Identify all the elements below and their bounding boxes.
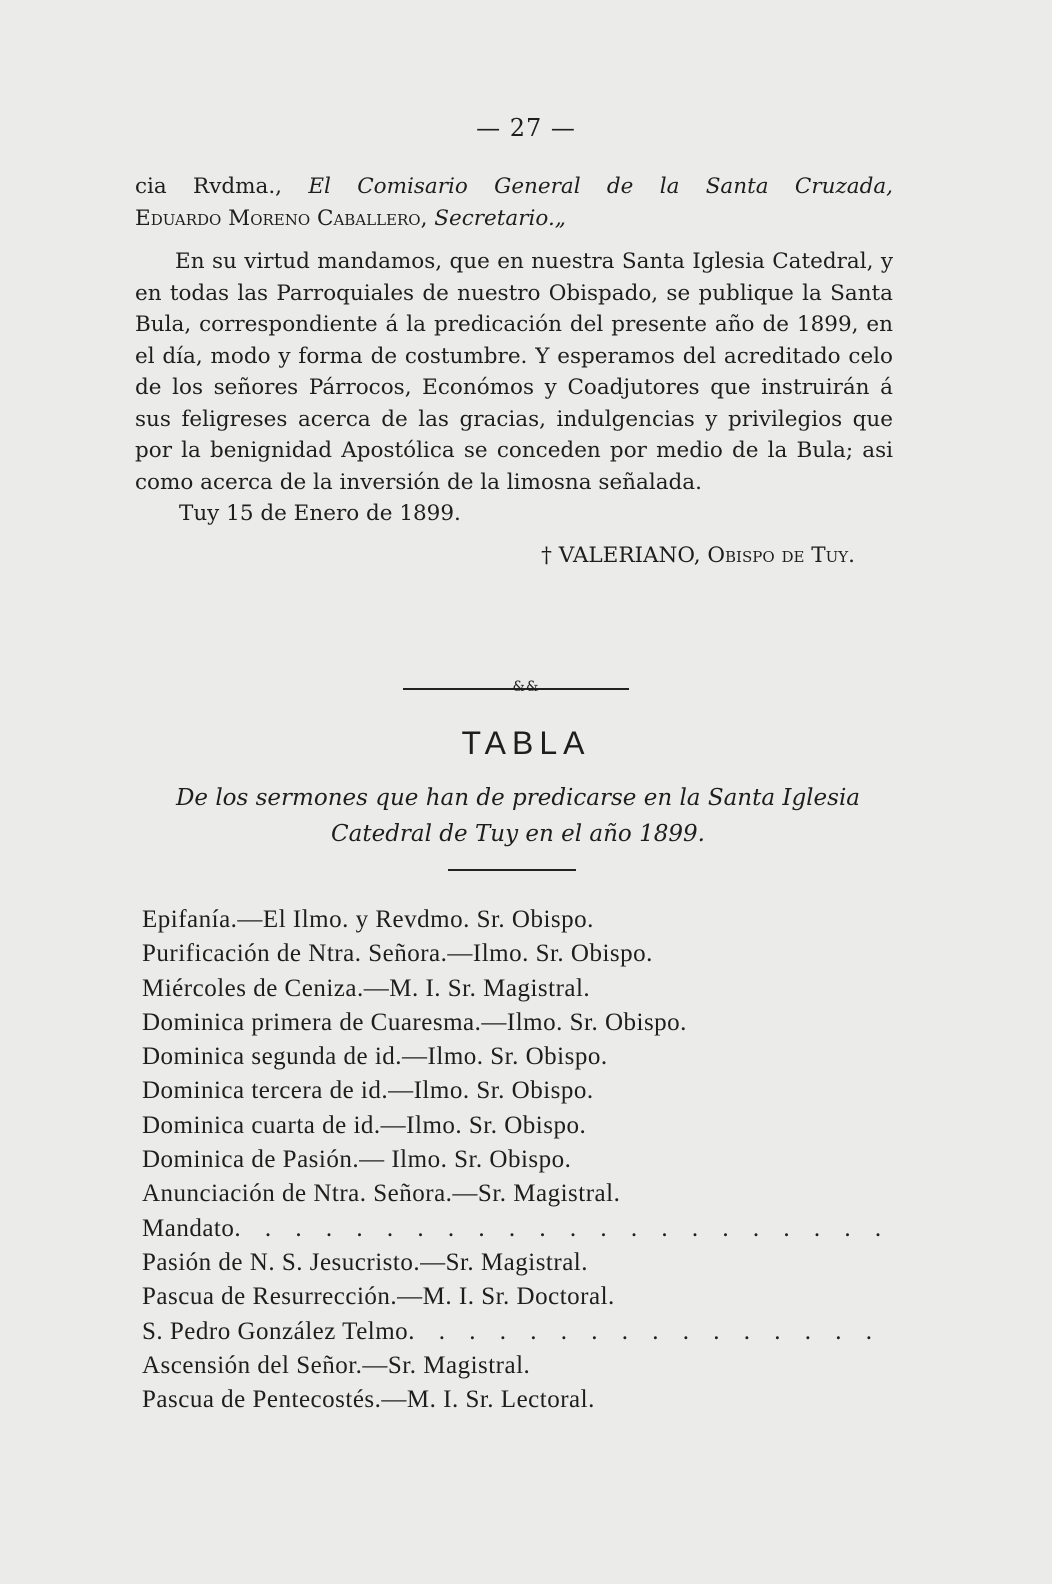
- mandate-paragraph: En su virtud mandamos, que en nuestra Santa Iglesia Catedral, y en todas las Parroquiales de nuestro Obispado, se publique la Santa Bula, correspondiente á la predicación del presente año de 1899, en el día, modo y forma de costumbre. Y esperamos del acreditado celo de los señores Párrocos, Económos y Coadjutores que instruirán á sus feligreses acerca de las gracias, indulgencias y privilegios que por la benignidad Apostólica se conceden por medio de la Bula; asi como acerca de la inversión de la limosna señalada.: [135, 249, 893, 495]
- section-subheading: De los sermones que han de predicarse en la Santa Iglesia Catedral de Tuy en el año 1899.: [175, 785, 861, 847]
- section-heading: TABLA: [461, 725, 591, 761]
- closing-line-2: [135, 203, 893, 235]
- list-item: Anunciación de Ntra. Señora.—Sr. Magistral.: [142, 1180, 621, 1208]
- list-item: S. Pedro González Telmo. . . . . . . . . . . . . . . .: [142, 1317, 881, 1345]
- bishop-signature: [135, 540, 893, 572]
- list-item: Ascensión del Señor.—Sr. Magistral.: [142, 1351, 531, 1379]
- short-divider: [448, 869, 576, 871]
- list-item: Pasión de N. S. Jesucristo.—Sr. Magistral.: [142, 1248, 588, 1276]
- secretary-role: Secretario.„: [434, 205, 566, 231]
- sermon-list: [142, 903, 912, 1417]
- list-item: Epifanía.—El Ilmo. y Revdmo. Sr. Obispo.: [142, 906, 594, 933]
- list-item: Dominica de Pasión.— Ilmo. Sr. Obispo.: [142, 1146, 572, 1174]
- leader-dots: . . . . . . . . . . . . . . . .: [408, 1317, 881, 1345]
- list-item: Purificación de Ntra. Señora.—Ilmo. Sr. Obispo.: [142, 940, 653, 968]
- date-line: Tuy 15 de Enero de 1899.: [179, 501, 461, 526]
- leader-dots: . . . . . . . . . . . . . . . . . . . . . .: [234, 1214, 891, 1242]
- page-number: — 27 —: [476, 114, 576, 142]
- list-item: Mandato. . . . . . . . . . . . . . . . . . . . . .: [142, 1214, 891, 1242]
- decree-text: [135, 171, 893, 571]
- bishop-name: † VALERIANO,: [541, 542, 708, 568]
- secretary-name: Eduardo Moreno Caballero,: [135, 205, 435, 231]
- list-item: Pascua de Pentecostés.—M. I. Sr. Lectoral.: [142, 1386, 595, 1414]
- bishop-title: Obispo de Tuy.: [707, 542, 855, 568]
- ornament: &&: [512, 679, 540, 695]
- list-item: Dominica segunda de id.—Ilmo. Sr. Obispo.: [142, 1043, 608, 1071]
- list-item: Dominica primera de Cuaresma.—Ilmo. Sr. Obispo.: [142, 1008, 687, 1036]
- closing-line-1: [135, 171, 893, 203]
- commissioner-title: El Comisario General de la Santa Cruzada,: [308, 174, 894, 199]
- list-item: Miércoles de Ceniza.—M. I. Sr. Magistral.: [142, 974, 591, 1002]
- lead-text: cia Rvdma.,: [135, 174, 309, 199]
- list-item: Dominica tercera de id.—Ilmo. Sr. Obispo.: [142, 1077, 594, 1105]
- list-item: Dominica cuarta de id.—Ilmo. Sr. Obispo.: [142, 1111, 587, 1139]
- list-item: Pascua de Resurrección.—M. I. Sr. Doctoral.: [142, 1283, 615, 1311]
